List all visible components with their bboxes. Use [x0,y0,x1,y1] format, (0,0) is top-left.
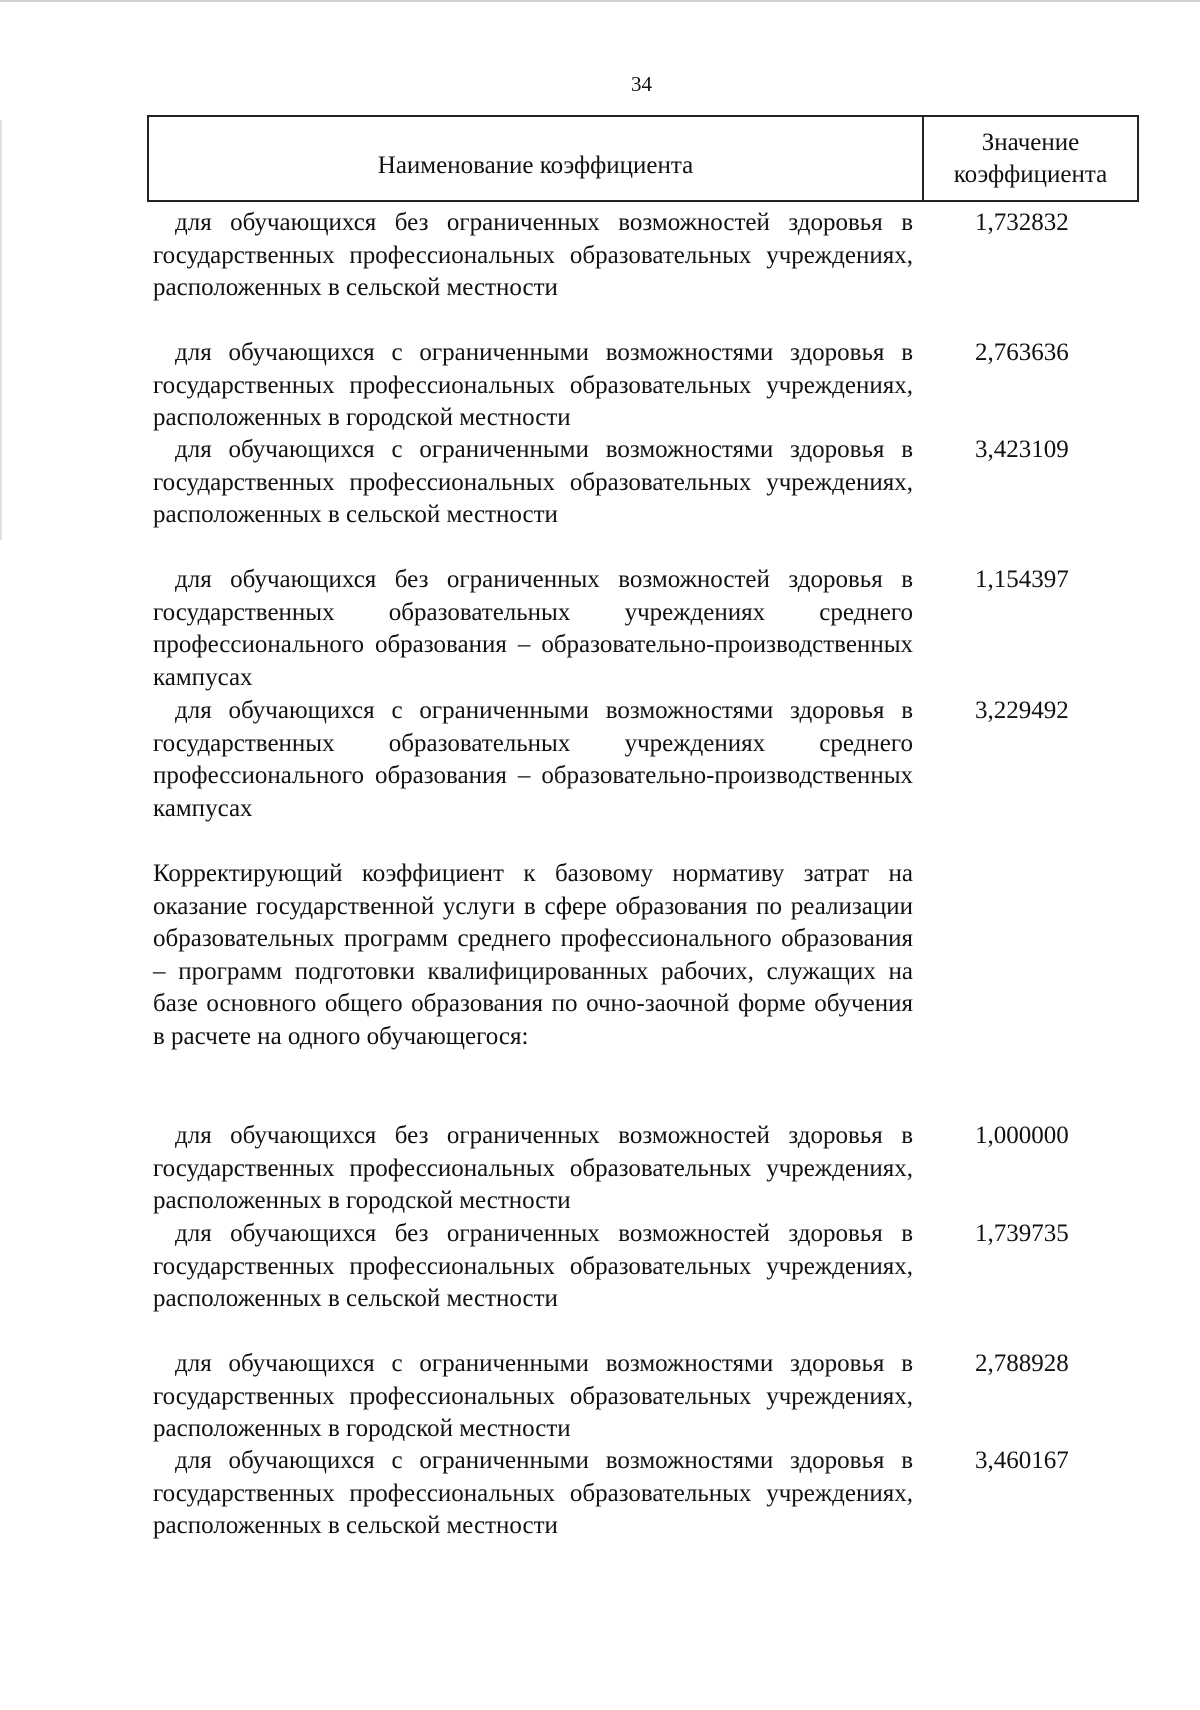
table-row-value: 1,154397 [975,566,1069,593]
table-row-value: 2,763636 [975,339,1069,366]
table-row-text: для обучающихся с ограниченными возможностями здоровья в государственных профессиональных образовательных учреждениях, расположенных в городской местности [153,339,913,431]
header-value-line1: Значение [981,128,1080,156]
table-row-text: для обучающихся без ограниченных возможностей здоровья в государственных профессиональных образовательных учреждениях, расположенных в городской местности [153,1122,913,1214]
table-row-text: для обучающихся с ограниченными возможностями здоровья в государственных профессиональных образовательных учреждениях, расположенных в городской местности [153,1350,913,1442]
table-row-value: 3,423109 [975,436,1069,463]
header-value-column [924,117,1137,200]
table-row-value: 3,229492 [975,697,1069,724]
table-row-text: для обучающихся без ограниченных возможностей здоровья в государственных профессиональных образовательных учреждениях, расположенных в сельской местности [153,209,913,301]
table-row-text: для обучающихся с ограниченными возможностями здоровья в государственных профессиональных образовательных учреждениях, расположенных в сельской местности [153,436,913,528]
header-name-column: Наименование коэффициента [149,117,924,200]
table-row-text: для обучающихся с ограниченными возможностями здоровья в государственных профессиональных образовательных учреждениях, расположенных в сельской местности [153,1447,913,1539]
section-heading: Корректирующий коэффициент к базовому нормативу затрат на оказание государственной услуги в сфере образования по реализации образовательных программ среднего профессионального образования – программ подготовки квалифицированных рабочих, служащих на базе основного общего образования по очно-заочной форме обучения в расчете на одного обучающегося: [153,860,913,1050]
table-header [147,115,1139,202]
scan-edge-top [0,0,1200,2]
scan-edge-left [0,120,2,540]
table-row-value: 2,788928 [975,1350,1069,1377]
table-row-value: 1,739735 [975,1220,1069,1247]
page-number: 34 [631,72,652,96]
table-row-value: 3,460167 [975,1447,1069,1474]
table-row-value: 1,732832 [975,209,1069,236]
header-value-line2: коэффициента [953,160,1108,188]
table-row-value: 1,000000 [975,1122,1069,1149]
table-row-text: для обучающихся без ограниченных возможностей здоровья в государственных профессиональных образовательных учреждениях, расположенных в сельской местности [153,1220,913,1312]
table-row-text: для обучающихся без ограниченных возможностей здоровья в государственных образовательных учреждениях среднего профессионального образования – образовательно-производственных кампусах [153,566,913,691]
table-row-text: для обучающихся с ограниченными возможностями здоровья в государственных образовательных учреждениях среднего профессионального образования – образовательно-производственных кампусах [153,697,913,822]
